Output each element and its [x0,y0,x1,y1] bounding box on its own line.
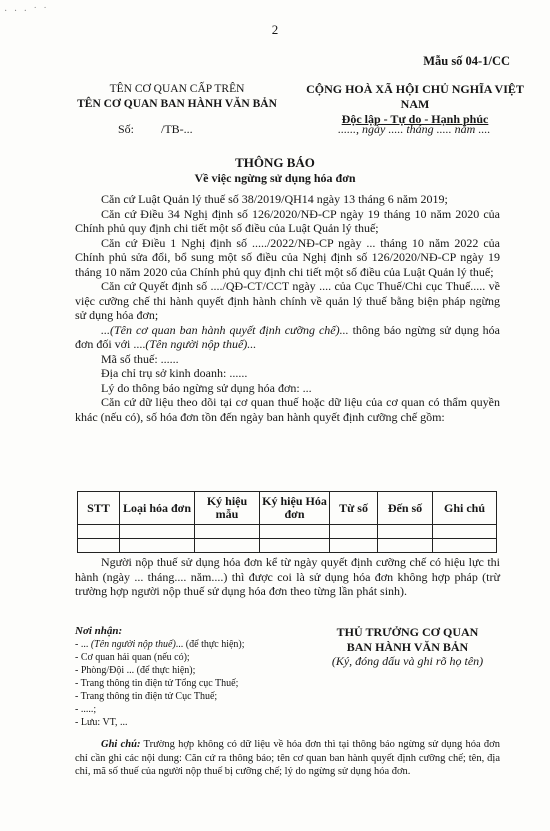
recipient-item: - ... (Tên người nộp thuế)... (để thực hiện); [75,639,245,650]
table-header-row [78,492,497,525]
column-header: Từ số [330,492,378,525]
signer-title: THỦ TRƯỞNG CƠ QUAN [336,625,479,639]
signature-block [300,625,515,669]
scan-specks: · · · ˙ ˙ [4,6,49,17]
invoice-table [77,491,497,553]
column-header: Ký hiệu mẫu [195,492,260,525]
recipient-item: - Trang thông tin điện tử Tổng cục Thuế; [75,678,239,689]
recipients-block [75,625,245,729]
issuing-agency: TÊN CƠ QUAN BAN HÀNH VĂN BẢN [77,98,277,110]
national-header [300,82,530,127]
superior-agency: TÊN CƠ QUAN CẤP TRÊN [109,83,245,95]
note-text: Trường hợp không có dữ liệu về hóa đơn thì tại thông báo ngừng sử dụng hóa đơn chỉ cần ghi các nội dung: Căn cứ ra thông báo; tên cơ quan ban hành quyết định cưỡng chế; tên, địa chỉ, mã số thuế của người nộp thuế bị cưỡng chế; lý do ngừng sử dụng hóa đơn. [75,739,500,777]
signer-agency: BAN HÀNH VĂN BẢN [346,639,469,654]
tax-code-line: Mã số thuế: ...... [101,351,179,366]
legal-basis-2: Căn cứ Điều 34 Nghị định số 126/2020/NĐ-CP ngày 19 tháng 10 năm 2020 của Chính phủ quy định chi tiết một số điều của Luật Quản lý thuế; [75,206,500,235]
document-date: ......, ngày ..... tháng ..... năm .... [338,122,491,136]
legal-basis-1: Căn cứ Luật Quản lý thuế số 38/2019/QH14 ngày 13 tháng 6 năm 2019; [101,192,448,206]
recipients-label: Nơi nhận: [75,625,123,637]
legal-basis-3: Căn cứ Điều 1 Nghị định số ...../2022/NĐ-CP ngày ... tháng 10 năm 2022 của Chính phủ sửa đổi, bổ sung một số điều của Nghị định số 126/2020/NĐ-CP ngày 19 tháng 10 năm 2020 của Chính phủ quy định chi tiết một số điều của Luật Quản lý thuế; [75,235,500,279]
table-row [78,539,497,553]
column-header: Ghi chú [433,492,497,525]
data-basis: Căn cứ dữ liệu theo dõi tại cơ quan thuế hoặc dữ liệu của cơ quan có thẩm quyền khác (nếu có), số hóa đơn tồn đến ngày ban hành quyết định cưỡng chế gồm: [75,395,500,424]
legal-basis-4: Căn cứ Quyết định số ..../QĐ-CT/CCT ngày .... của Cục Thuế/Chi cục Thuế..... về việc cưỡng chế thi hành quyết định hành chính về quản lý thuế bằng biện pháp ngừng sử dụng hóa đơn; [75,279,500,322]
document-title: THÔNG BÁO [235,155,315,170]
footnote [75,738,500,779]
illegal-use-statement: Người nộp thuế sử dụng hóa đơn kể từ ngày quyết định cưỡng chế có hiệu lực thi hành (ngày ... tháng.... năm....) thì được coi là sử dụng hóa đơn không hợp pháp (trừ trường hợp người nộp thuế sử dụng hóa đơn theo từng lần phát sinh). [75,555,500,598]
recipient-item: - Cơ quan hải quan (nếu có); [75,652,190,663]
note-label: Ghi chú: [101,739,141,750]
reason-line: Lý do thông báo ngừng sử dụng hóa đơn: ... [101,380,312,395]
document-body [75,192,500,424]
issuing-agency-header [72,82,282,112]
document-number: Số: /TB-... [118,122,193,136]
table-row [78,525,497,539]
recipient-item: - Trang thông tin điện tử Cục Thuế; [75,691,218,702]
column-header: Loại hóa đơn [120,492,195,525]
agency-placeholder: ...(Tên cơ quan ban hành quyết định cưỡng chế)... [101,322,349,337]
country-name: CỘNG HOÀ XÃ HỘI CHỦ NGHĨA VIỆT NAM [306,82,524,111]
form-number: Mẫu số 04-1/CC [423,54,510,68]
notice-statement [75,323,500,352]
recipient-item: - Phòng/Đội ... (để thực hiện); [75,665,196,676]
after-table-text [75,555,500,599]
signature-instruction: (Ký, đóng dấu và ghi rõ họ tên) [331,654,484,668]
motto: Độc lập - Tự do - Hạnh phúc [341,112,489,126]
recipient-item: - Lưu: VT, ... [75,717,128,728]
notice-text: thông báo ngừng sử dụng hóa đơn đối với .... [75,322,500,351]
column-header: STT [78,492,120,525]
document-subtitle: Về việc ngừng sử dụng hóa đơn [194,171,356,185]
address-line: Địa chỉ trụ sở kinh doanh: ...... [101,366,248,380]
column-header: Ký hiệu Hóa đơn [260,492,330,525]
taxpayer-placeholder: (Tên người nộp thuế)... [145,337,257,351]
column-header: Đến số [378,492,433,525]
recipient-item: - .....; [75,704,97,715]
page-number: 2 [271,22,279,37]
